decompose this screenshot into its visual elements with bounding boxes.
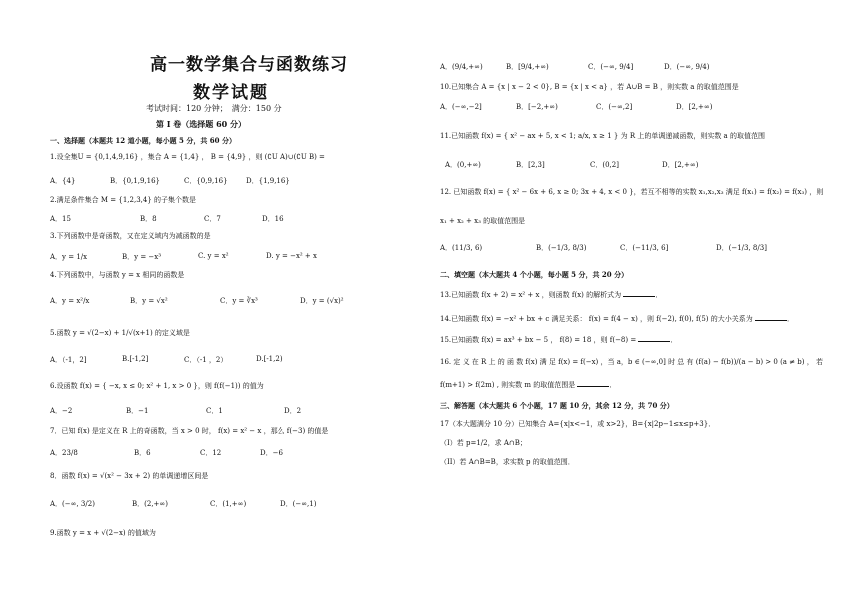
q5-option-c: C．（-1 ，2） xyxy=(184,356,228,364)
q3-option-c: C. y = x² xyxy=(198,252,229,260)
q2-option-c: C．7 xyxy=(204,215,221,223)
q5-option-a: A．（-1，2] xyxy=(50,356,87,364)
q10-option-a: A．(−∞,−2] xyxy=(440,103,482,111)
q4-option-a: A．y = x²/x xyxy=(50,297,90,305)
question-11: 11.已知函数 f(x) = { x² − ax + 5, x < 1; a/x, x ≥ 1 } 为 R 上的单调递减函数，则实数 a 的取值范围 xyxy=(440,132,765,140)
q8-option-c: C．(1,+∞) xyxy=(210,500,247,508)
q12-option-b: B．(−1/3, 8/3) xyxy=(536,244,587,252)
q11-option-d: D．[2,+∞) xyxy=(662,161,699,169)
q2-option-b: B．8 xyxy=(140,215,157,223)
q15-answer-blank[interactable] xyxy=(638,341,670,342)
q2-option-a: A．15 xyxy=(50,215,71,223)
q2-option-d: D．16 xyxy=(262,215,284,223)
q10-option-d: D．[2,+∞) xyxy=(676,103,713,111)
question-14: 14.已知函数 f(x) = −x² + bx + c 满足关系： f(x) = f(4 − x) ，则 f(−2), f(0), f(5) 的大小关系为 ． xyxy=(440,315,795,323)
q16-answer-blank[interactable] xyxy=(577,386,609,387)
q6-option-c: C．1 xyxy=(206,407,223,415)
q1-option-b: B．{0,1,9,16} xyxy=(110,177,160,185)
question-10: 10.已知集合 A = {x | x − 2 < 0}, B = {x | x < a} ，若 A∪B = B ，则实数 a 的取值范围是 xyxy=(440,83,739,91)
question-12: 12. 已知函数 f(x) = { x² − 6x + 6, x ≥ 0; 3x + 4, x < 0 }，若互不相等的实数 x₁,x₂,x₃ 满足 f(x₁) = f(x₂) = f(x₃) ，则 xyxy=(440,188,824,196)
exam-meta: 考试时间：120 分钟； 满分：150 分 xyxy=(146,104,282,113)
question-3: 3.下列函数中是奇函数，又在定义域内为减函数的是 xyxy=(50,232,211,240)
q14-answer-blank[interactable] xyxy=(755,320,787,321)
q3-option-a: A．y = 1/x xyxy=(50,253,88,261)
q8-option-b: B．(2,+∞) xyxy=(132,500,168,508)
q6-option-a: A．−2 xyxy=(50,407,73,415)
q7-option-b: B．6 xyxy=(134,449,151,457)
q7-option-d: D．−6 xyxy=(260,449,283,457)
q12-option-a: A．(11/3, 6) xyxy=(440,244,483,252)
question-15: 15.已知函数 f(x) = ax³ + bx − 5 ， f(8) = 18 ，则 f(−8) = ． xyxy=(440,336,678,344)
q7-option-a: A．23/8 xyxy=(50,449,78,457)
exam-subtitle: 数学试题 xyxy=(193,83,269,103)
q6-option-b: B．−1 xyxy=(126,407,149,415)
question-16: 16. 定 义 在 R 上 的 函 数 f(x) 满 足 f(x) = f(−x) ，当 a，b ∈ (−∞,0] 时 总 有 (f(a) − f(b))/(a − b) > 0 (a ≠ b) ， 若 xyxy=(440,358,823,366)
question-4: 4.下列函数中，与函数 y = x 相同的函数是 xyxy=(50,271,185,279)
q9-option-c: C．(−∞, 9/4] xyxy=(588,63,634,71)
q12-option-c: C．(−11/3, 6] xyxy=(620,244,669,252)
question-5: 5.函数 y = √(2−x) + 1/√(x+1) 的定义域是 xyxy=(50,329,190,337)
q12-option-d: D．(−1/3, 8/3] xyxy=(716,244,767,252)
question-13: 13.已知函数 f(x + 2) = x² + x ，则函数 f(x) 的解析式为 ． xyxy=(440,291,663,299)
question-17-part-2: （II）若 A∩B=B，求实数 p 的取值范围． xyxy=(440,458,575,466)
q11-option-b: B．[2,3] xyxy=(516,161,545,169)
q1-option-d: D．{1,9,16} xyxy=(246,177,290,185)
q1-option-a: A．{4} xyxy=(50,177,76,185)
q8-option-a: A．(−∞, 3/2) xyxy=(50,500,95,508)
question-16-continued: f(m+1) > f(2m) , 则实数 m 的取值范围是 ． xyxy=(440,381,617,389)
q10-option-c: C．(−∞,2] xyxy=(596,103,633,111)
q9-option-b: B．[9/4,+∞) xyxy=(506,63,549,71)
q4-option-b: B．y = √x² xyxy=(130,297,168,305)
volume-heading: 第 I 卷（选择题 60 分） xyxy=(156,119,247,129)
question-2: 2.满足条件集合 M = {1,2,3,4} 的子集个数是 xyxy=(50,196,197,204)
question-17-part-1: （I）若 p=1/2，求 A∩B； xyxy=(440,439,527,447)
q11-option-a: A．(0,+∞) xyxy=(445,161,481,169)
q9-option-d: D．(−∞, 9/4) xyxy=(664,63,710,71)
q5-option-d: D.[-1,2) xyxy=(256,355,283,363)
question-7: 7．已知 f(x) 是定义在 R 上的奇函数，当 x > 0 时， f(x) = x² − x ，那么 f(−3) 的值是 xyxy=(50,427,329,435)
q3-option-b: B．y = −x³ xyxy=(122,253,162,261)
question-1: 1.设全集U = {0,1,4,9,16} ，集合 A = {1,4} ， B = {4,9} ，则 (∁U A)∪(∁U B) = xyxy=(50,153,325,161)
q8-option-d: D．(−∞,1) xyxy=(280,500,317,508)
section-3-heading: 三、解答题（本大题共 6 个小题，17 题 10 分，其余 12 分，共 70 分） xyxy=(440,401,674,410)
q10-option-b: B．[−2,+∞) xyxy=(516,103,558,111)
q4-option-c: C．y = ∛x³ xyxy=(220,297,258,305)
q7-option-c: C．12 xyxy=(200,449,222,457)
q5-option-b: B.[-1,2] xyxy=(122,355,149,363)
q9-option-a: A．(9/4,+∞) xyxy=(440,63,483,71)
q11-option-c: C．(0,2] xyxy=(590,161,619,169)
q6-option-d: D．2 xyxy=(284,407,302,415)
section-2-heading: 二、填空题（本大题共 4 个小题，每小题 5 分，共 20 分） xyxy=(440,270,629,279)
exam-title: 高一数学集合与函数练习 xyxy=(150,55,348,75)
q13-answer-blank[interactable] xyxy=(623,296,655,297)
q4-option-d: D．y = (√x)² xyxy=(300,297,344,305)
question-12-continued: x₁ + x₂ + x₃ 的取值范围是 xyxy=(440,217,526,225)
question-17: 17（本大题满分 10 分）已知集合 A={x|x<−1，或 x>2}，B={x|2p−1≤x≤p+3}． xyxy=(440,420,716,428)
question-6: 6.设函数 f(x) = { −x, x ≤ 0; x² + 1, x > 0 }，则 f(f(−1)) 的值为 xyxy=(50,382,264,390)
q3-option-d: D. y = −x² + x xyxy=(266,252,317,260)
q1-option-c: C．{0,9,16} xyxy=(184,177,228,185)
section-1-heading: 一、选择题（本题共 12 道小题，每小题 5 分，共 60 分） xyxy=(50,136,236,145)
question-8: 8．函数 f(x) = √(x² − 3x + 2) 的单调递增区间是 xyxy=(50,472,209,480)
question-9: 9.函数 y = x + √(2−x) 的值域为 xyxy=(50,529,156,537)
